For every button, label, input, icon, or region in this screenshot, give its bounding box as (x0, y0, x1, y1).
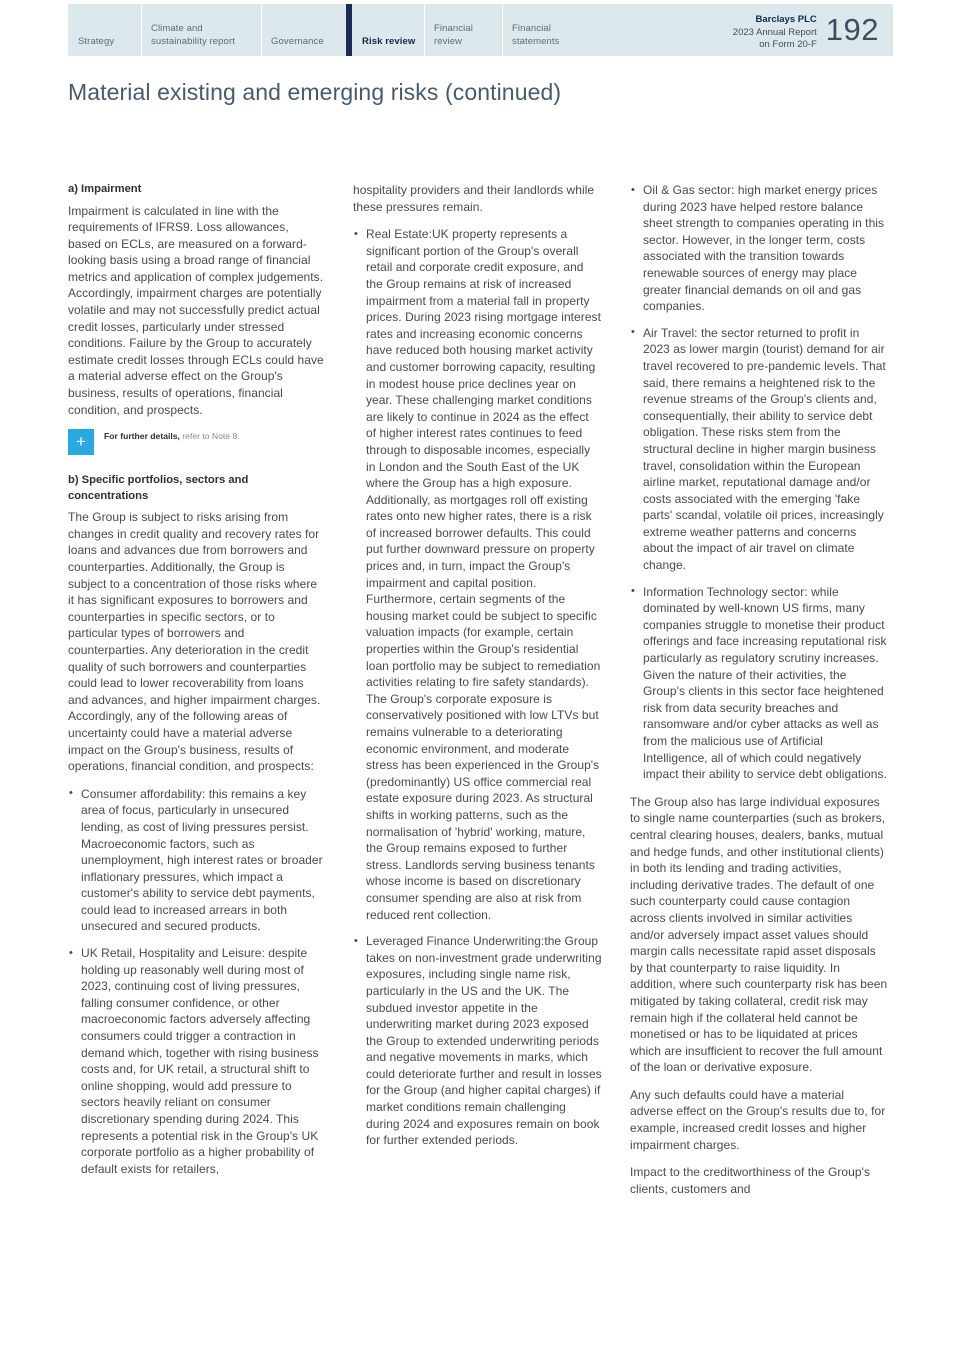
plus-icon: + (68, 429, 94, 455)
risk-bullet-list-one (68, 786, 325, 1178)
page-number: 192 (825, 12, 879, 47)
nav-tab-label: Governance (271, 35, 324, 47)
list-item: • UK Retail, Hospitality and Leisure: despite holding up reasonably well during most of 2023, continuing cost of living pressures, falling consumer confidence, or other macroeconomic factors adversely affecting consumers could trigger a contraction in demand which, together with rising business costs and, for UK retail, a structural shift to online shopping, would add pressure to sectors heavily reliant on consumer discretionary spending during 2024. This represents a potential risk in the Group's UK corporate portfolio as a higher probability of default exists for retailers, (68, 945, 325, 1177)
nav-tab-risk-review[interactable] (346, 4, 424, 56)
further-details-reference: refer to Note 8. (179, 431, 240, 442)
paragraph-single-name-exposures: The Group also has large individual exposures to single name counterparties (such as brokers, central clearing houses, dealers, banks, mutual and hedge funds, and other institutional clients) in both its lending and trading activities, including derivative trades. The default of one such counterparty could cause contagion across clients involved in similar activities and/or adversely impact asset values should margin calls necessitate rapid asset disposals by that counterparty to raise liquidity. In addition, where such counterparty risk has been mitigated by taking collateral, credit risk may remain high if the collateral held cannot be monetised or has to be liquidated at prices which are insufficient to recover the full amount of the loan or derivative exposure. (630, 794, 888, 1075)
company-name: Barclays PLC (755, 14, 817, 25)
paragraph-creditworthiness-impact: Impact to the creditworthiness of the Group's clients, customers and (630, 1165, 870, 1196)
nav-tab-strategy[interactable] (68, 4, 141, 56)
nav-tab-climate-and-sustainability-report[interactable] (141, 4, 261, 56)
risk-bullet-list-three (630, 182, 889, 783)
list-item: • Air Travel: the sector returned to profit in 2023 as lower margin (tourist) demand for air travel recovered to pre-pandemic levels. That said, there remains a heightened risk to the revenue streams of the Group's clients and, consequentially, their ability to service debt obligation. These risks stem from the structural decline in higher margin business travel, consolidation within the European airline market, reputational damage and/or costs associated with the emerging 'fake parts' scandal, volatile oil prices, increasingly extreme weather patterns and concerns about the impact of air travel on climate change. (630, 325, 889, 574)
list-item: • Information Technology sector: while dominated by well-known US firms, many companies struggle to monetise their product offerings and face increasing reputational risk particularly as regulatory scrutiny increases. Given the nature of their activities, the Group's clients in this sector face heightened risk from data security breaches and ransomware and/or cyber attacks as well as from the malicious use of Artificial Intelligence, all of which could negatively impact their ability to service debt obligations. (630, 584, 889, 783)
nav-tab-financial-statements[interactable] (502, 4, 592, 56)
section-heading-b-specific-portfolios: b) Specific portfolios, sectors and concentrations (68, 474, 249, 502)
nav-tab-label: Financial statements (512, 23, 560, 47)
paragraph-continuation: hospitality providers and their landlords while these pressures remain. (353, 183, 595, 214)
column-one (68, 182, 325, 1208)
further-details-callout[interactable] (68, 429, 325, 455)
report-title-line1: 2023 Annual Report (732, 26, 817, 38)
further-details-text (94, 429, 240, 442)
risk-bullet-list-two (353, 226, 602, 1149)
report-title-line2: on Form 20-F (759, 39, 817, 50)
section-heading-a-impairment: a) Impairment (68, 183, 142, 195)
column-three (630, 182, 889, 1208)
nav-tab-governance[interactable] (261, 4, 346, 56)
nav-tab-label: Financial review (434, 23, 473, 47)
list-item: • Consumer affordability: this remains a key area of focus, particularly in unsecured lending, as cost of living pressures persist. Macroeconomic factors, such as unemployment, high interest rates or broader inflationary pressures, which impact a customer's ability to service debt payments, could lead to increased arrears in both unsecured and secured products. (68, 786, 325, 935)
nav-tab-financial-review[interactable] (424, 4, 502, 56)
nav-spacer (592, 4, 733, 56)
list-item: • Leveraged Finance Underwriting:the Group takes on non-investment grade underwriting exposures, including single name risk, particularly in the US and the UK. The subdued investor appetite in the underwriting market during 2023 exposed the Group to extended underwriting periods and negative movements in marks, which could deteriorate further and result in losses for the Group (and higher capital charges) if market conditions remain challenging during 2024 and exposures remain on book for further extended periods. (353, 933, 602, 1149)
paragraph-impairment: Impairment is calculated in line with the requirements of IFRS9. Loss allowances, based on ECLs, are measured on a forward-looking basis using a broad range of financial metrics and application of complex judgements. Accordingly, impairment charges are potentially volatile and may not successfully predict actual credit losses, particularly under stressed conditions. Failure by the Group to accurately estimate credit losses through ECLs could have a material adverse effect on the Group's business, results of operations, financial condition, and prospects. (68, 203, 324, 417)
report-identifier-lines (733, 13, 817, 52)
list-item: • Oil & Gas sector: high market energy prices during 2023 have helped restore balance sheet strength to companies operating in this sector. However, in the longer term, costs associated with the transition towards renewable sources of energy may place greater financial demands on oil and gas companies. (630, 182, 889, 315)
list-item: • Real Estate:UK property represents a significant portion of the Group's overall retail and corporate credit exposure, and the Group remains at risk of increased impairment from a material fall in property prices. During 2023 rising mortgage interest rates and increasing economic concerns have reduced both housing market activity and customer borrowing capacity, resulting in modest house price declines year on year. These challenging market conditions are likely to continue in 2024 as the effect of higher interest rates continues to feed through to disposable incomes, especially in London and the South East of the UK where the Group has a high exposure. Additionally, as mortgages roll off existing rates onto new higher rates, there is a risk of increased borrower defaults. This could put further downward pressure on property prices and, in turn, impact the Group's impairment and capital position. Furthermore, certain segments of the housing market could be subject to specific valuation impacts (for example, certain properties within the Group's residential loan portfolio may be subject to remediation activities relating to fire safety standards). The Group's corporate exposure is conservatively positioned with low LTVs but remains vulnerable to a deteriorating economic environment, and moderate stress has been experienced in the Group's (predominantly) US office commercial real estate exposure during 2023. As structural shifts in working patterns, such as the normalisation of 'hybrid' working, mature, the Group remains exposed to further stress. Landlords serving business tenants whose income is based on discretionary consumer spending are also at risk from reduced rent collection. (353, 226, 602, 923)
paragraph-defaults-effect: Any such defaults could have a material adverse effect on the Group's results due to, for example, increased credit losses and higher impairment charges. (630, 1087, 886, 1152)
article-columns (68, 182, 896, 1208)
paragraph-specific-portfolios: The Group is subject to risks arising from changes in credit quality and recovery rates for loans and advances due from borrowers and counterparties. Additionally, the Group is subject to a concentration of those risks where it has significant exposures to borrowers and counterparties in specific sectors, or to particular types of borrowers and counterparties. Any deterioration in the credit quality of such borrowers and counterparties could lead to lower recoverability from loans and advances, and higher impairment charges. Accordingly, any of the following areas of uncertainty could have a material adverse impact on the Group's business, results of operations, financial condition, and prospects: (68, 510, 321, 774)
nav-tab-label: Risk review (362, 35, 416, 47)
page-header-bar (68, 4, 893, 56)
page-title: Material existing and emerging risks (continued) (68, 79, 562, 106)
nav-tab-label: Strategy (78, 35, 115, 47)
nav-tab-label: Climate and sustainability report (151, 23, 235, 47)
report-identifier (733, 4, 893, 56)
column-two (353, 182, 602, 1208)
further-details-label: For further details, (104, 431, 180, 442)
